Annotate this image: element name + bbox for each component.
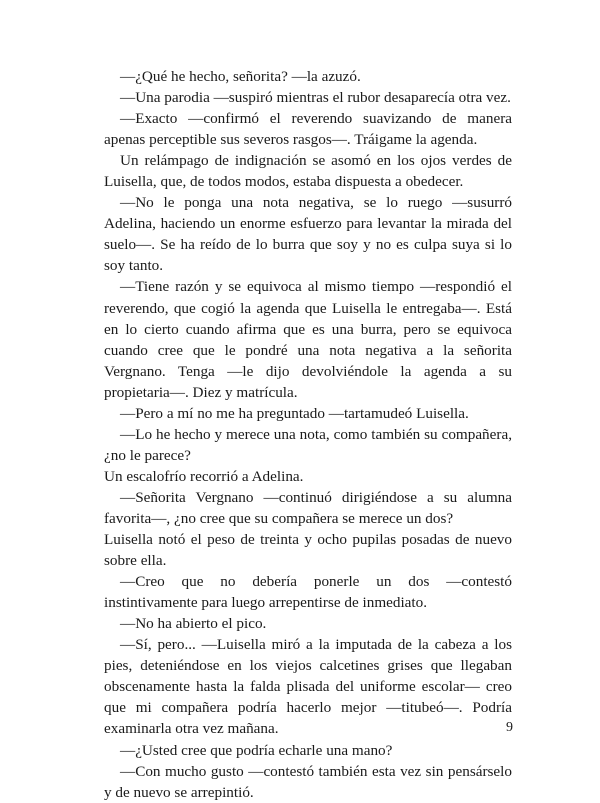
paragraph-12: —Creo que no debería ponerle un dos —contestó instintivamente para luego arrepentirse de inmediato. <box>104 573 512 612</box>
paragraph-7: —Pero a mí no me ha preguntado —tartamudeó Luisella. <box>120 404 469 422</box>
paragraph-14: —Sí, pero... —Luisella miró a la imputada de la cabeza a los pies, deteniéndose en los viejos calcetines grises que llegaban obscenamente hasta la falda plisada del uniforme escolar— creo que mi compañera podría hacerlo mejor —titubeó—. Podría examinarla otra vez mañana. <box>104 636 512 738</box>
paragraph-4: Un relámpago de indignación se asomó en los ojos verdes de Luisella, que, de todos modos, estaba dispuesta a obedecer. <box>104 152 512 191</box>
paragraph-2: —Una parodia —suspiró mientras el rubor desaparecía otra vez. <box>120 89 511 107</box>
paragraph-13: —No ha abierto el pico. <box>120 615 267 633</box>
paragraph-5: —No le ponga una nota negativa, se lo ruego —susurró Adelina, haciendo un enorme esfuerzo para levantar la mirada del suelo—. Se ha reído de lo burra que soy y no es culpa suya si lo soy tanto. <box>104 194 512 275</box>
paragraph-10: —Señorita Vergnano —continuó dirigiéndose a su alumna favorita—, ¿no cree que su compañera se merece un dos? <box>104 488 512 527</box>
paragraph-9: Un escalofrío recorrió a Adelina. <box>104 467 304 485</box>
paragraph-3: —Exacto —confirmó el reverendo suavizando de manera apenas perceptible sus severos rasgos—. Tráigame la agenda. <box>104 110 512 149</box>
body-text <box>104 66 512 803</box>
page-number: 9 <box>506 720 513 735</box>
paragraph-1: —¿Qué he hecho, señorita? —la azuzó. <box>120 68 361 85</box>
paragraph-11: Luisella notó el peso de treinta y ocho pupilas posadas de nuevo sobre ella. <box>104 531 512 570</box>
paragraph-15: —¿Usted cree que podría echarle una mano? <box>120 741 393 759</box>
paragraph-8: —Lo he hecho y merece una nota, como también su compañera, ¿no le parece? <box>104 425 512 464</box>
paragraph-6: —Tiene razón y se equivoca al mismo tiempo —respondió el reverendo, que cogió la agenda que Luisella le entregaba—. Está en lo cierto cuando afirma que es una burra, pero se equivoca cuando cree que le pondré una nota negativa a la señorita Vergnano. Tenga —le dijo devolviéndole la agenda a su propietaria—. Diez y matrícula. <box>104 278 512 401</box>
paragraph-16: —Con mucho gusto —contestó también esta vez sin pensárselo y de nuevo se arrepintió. <box>104 762 512 801</box>
